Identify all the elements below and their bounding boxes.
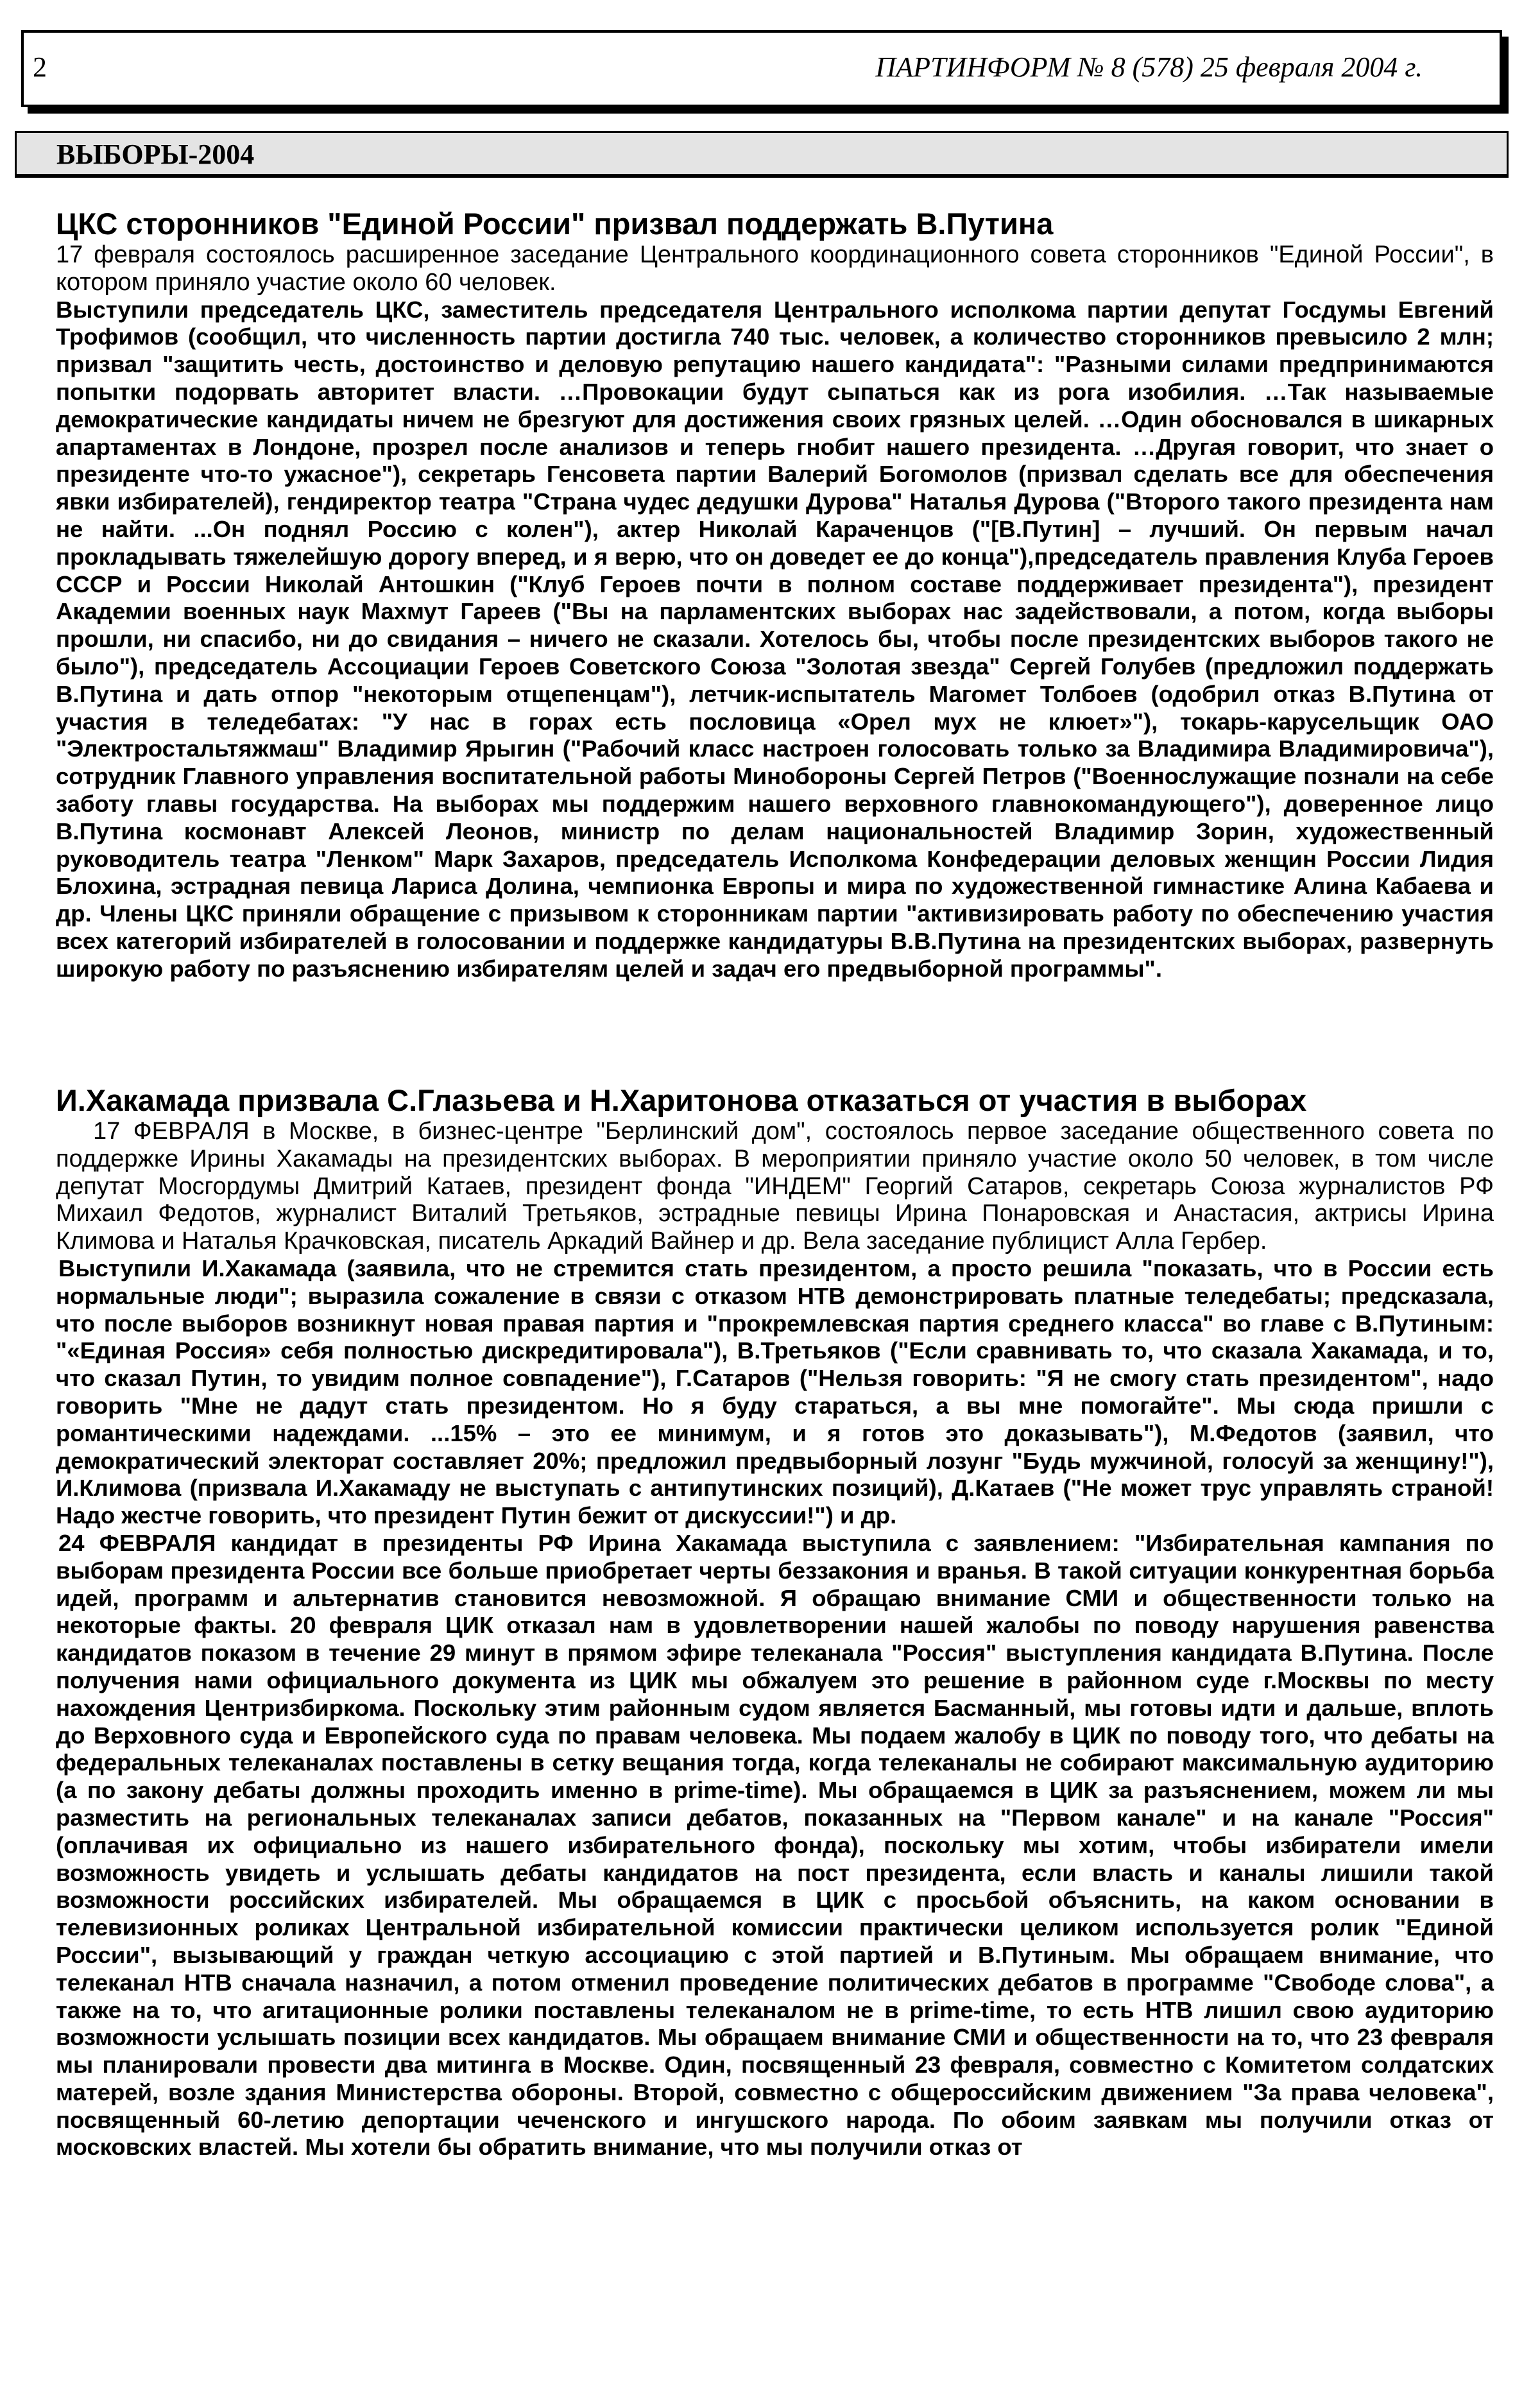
page-header (21, 30, 1502, 107)
article-title: И.Хакамада призвала С.Глазьева и Н.Харитонова отказаться от участия в выборах (56, 1083, 1307, 1117)
article-2 (56, 1083, 1494, 2161)
article-title: ЦКС сторонников "Единой России" призвал поддержать В.Путина (56, 207, 1054, 241)
page-number: 2 (33, 51, 47, 83)
section-banner (15, 131, 1509, 178)
article-paragraph: 17 ФЕВРАЛЯ в Москве, в бизнес-центре "Берлинский дом", состоялось первое заседание общественного совета по поддержке Ирины Хакамады на президентских выборах. В мероприятии приняло участие около 50 человек, в том числе депутат Мосгордумы Дмитрий Катаев, президент фонда "ИНДЕМ" Георгий Сатаров, секретарь Союза журналистов РФ Михаил Федотов, журналист Виталий Третьяков, эстрадные певицы Ирина Понаровская и Анастасия, актрисы Ирина Климова и Наталья Крачковская, писатель Аркадий Вайнер и др. Вела заседание публицист Алла Гербер. (56, 1118, 1494, 1255)
section-title: ВЫБОРЫ-2004 (56, 139, 255, 170)
article-paragraph: 24 ФЕВРАЛЯ кандидат в президенты РФ Ирина Хакамада выступила с заявлением: "Избирательная кампания по выборам президента России все больше приобретает черты беззакония и вранья. В такой ситуации конкурентная борьба идей, программ и альтернатив становится невозможной. Я обращаю внимание СМИ и общественности только на некоторые факты. 20 февраля ЦИК отказал нам в удовлетворении нашей жалобы по поводу нарушения равенства кандидатов показом в течение 29 минут в прямом эфире телеканала "Россия" выступления кандидата В.Путина. После получения нами официального документа из ЦИК мы обжалуем это решение в районном суде г.Москвы по месту нахождения Центризбиркома. Поскольку этим районным судом является Басманный, мы готовы идти и дальше, вплоть до Верховного суда и Европейского суда по правам человека. Мы подаем жалобу в ЦИК по поводу того, что дебаты на федеральных телеканалах поставлены в сетку вещания тогда, когда телеканалы не собирают максимальную аудиторию (а по закону дебаты должны проходить именно в prime-time). Мы обращаемся в ЦИК за разъяснением, можем ли мы разместить на региональных телеканалах записи дебатов, показанных на "Первом канале" и на канале "Россия" (оплачивая их официально из нашего избирательного фонда), поскольку мы хотим, чтобы избиратели имели возможность увидеть и услышать дебаты кандидатов на пост президента, если власть и каналы лишили такой возможности российских избирателей. Мы обращаемся в ЦИК с просьбой объяснить, на каком основании в телевизионных роликах Центральной избирательной комиссии практически целиком используется ролик "Единой России", вызывающий у граждан четкую ассоциацию с этой партией и В.Путиным. Мы обращаем внимание, что телеканал НТВ сначала назначил, а потом отменил проведение политических дебатов в программе "Свободе слова", а также на то, что агитационные ролики поставлены телеканалом не в prime-time, то есть НТВ лишил свою аудиторию возможности услышать позиции всех кандидатов. Мы обращаем внимание СМИ и общественности на то, что 23 февраля мы планировали провести два митинга в Москве. Один, посвященный 23 февраля, совместно с Комитетом солдатских матерей, возле здания Министерства обороны. Второй, совместно с общероссийским движением "За права человека", посвященный 60-летию депортации чеченского и ингушского народа. По обоим заявкам мы получили отказ от московских властей. Мы хотели бы обратить внимание, что мы получили отказ от (56, 1529, 1494, 2161)
article-paragraph: 17 февраля состоялось расширенное заседание Центрального координационного совета сторонников "Единой России", в котором приняло участие около 60 человек. (56, 241, 1494, 296)
article-paragraph: Выступили И.Хакамада (заявила, что не стремится стать президентом, а просто решила "показать, что в России есть нормальные люди"; выразила сожаление в связи с отказом НТВ демонстрировать платные теледебаты; предсказала, что после выборов возникнут новая правая партия и "прокремлевская партия среднего класса" во главе с В.Путиным: "«Единая Россия» себя полностью дискредитировала"), В.Третьяков ("Если сравнивать то, что сказала Хакамада, и то, что сказал Путин, то увидим полное совпадение"), Г.Сатаров ("Нельзя говорить: "Я не смогу стать президентом", надо говорить "Мне не дадут стать президентом. Но я буду стараться, а вы мне помогайте". Мы сюда пришли с романтическими надеждами. ...15% – это ее минимум, и я готов это доказывать"), М.Федотов (заявил, что демократический электорат составляет 20%; предложил предвыборный лозунг "Будь мужчиной, голосуй за женщину!"), И.Климова (призвала И.Хакамаду не выступать с антипутинских позиций), Д.Катаев ("Не может трус управлять страной! Надо жестче говорить, что президент Путин бежит от дискуссии!") и др. (56, 1255, 1494, 1529)
publication-title: ПАРТИНФОРМ № 8 (578) 25 февраля 2004 г. (875, 51, 1423, 83)
article-1 (56, 207, 1494, 983)
article-paragraph: Выступили председатель ЦКС, заместитель председателя Центрального исполкома партии депутат Госдумы Евгений Трофимов (сообщил, что численность партии достигла 740 тыс. человек, а количество сторонников превысило 2 млн; призвал "защитить честь, достоинство и деловую репутацию нашего кандидата": "Разными силами предпринимаются попытки подорвать авторитет власти. …Провокации будут сыпаться как из рога изобилия. …Так называемые демократические кандидаты ничем не брезгуют для достижения своих грязных целей. …Один обосновался в шикарных апартаментах в Лондоне, прозрел после анализов и теперь гнобит нашего президента. …Другая говорит, что знает о президенте что-то ужасное"), секретарь Генсовета партии Валерий Богомолов (призвал сделать все для обеспечения явки избирателей), гендиректор театра "Страна чудес дедушки Дурова" Наталья Дурова ("Второго такого президента нам не найти. ...Он поднял Россию с колен"), актер Николай Караченцов ("[В.Путин] – лучший. Он первым начал прокладывать тяжелейшую дорогу вперед, и я верю, что он доведет ее до конца"),председатель правления Клуба Героев СССР и России Николай Антошкин ("Клуб Героев почти в полном составе поддерживает президента"), президент Академии военных наук Махмут Гареев ("Вы на парламентских выборах нас задействовали, а потом, когда выборы прошли, ни спасибо, ни до свидания – ничего не сказали. Хотелось бы, чтобы после президентских выборов такого не было"), председатель Ассоциации Героев Советского Союза "Золотая звезда" Сергей Голубев (предложил поддержать В.Путина и дать отпор "некоторым отщепенцам"), летчик-испытатель Магомет Толбоев (одобрил отказ В.Путина от участия в теледебатах: "У нас в горах есть пословица «Орел мух не клюет»"), токарь-карусельщик ОАО "Электростальтяжмаш" Владимир Ярыгин ("Рабочий класс настроен голосовать только за Владимира Владимировича"), сотрудник Главного управления воспитательной работы Минобороны Сергей Петров ("Военнослужащие познали на себе заботу главы государства. На выборах мы поддержим нашего верховного главнокомандующего"), доверенное лицо В.Путина космонавт Алексей Леонов, министр по делам национальностей Владимир Зорин, художественный руководитель театра "Ленком" Марк Захаров, председатель Исполкома Конфедерации деловых женщин России Лидия Блохина, эстрадная певица Лариса Долина, чемпионка Европы и мира по художественной гимнастике Алина Кабаева и др. Члены ЦКС приняли обращение с призывом к сторонникам партии "активизировать работу по обеспечению участия всех категорий избирателей в голосовании и поддержке кандидатуры В.В.Путина на президентских выборах, развернуть широкую работу по разъяснению избирателям целей и задач его предвыборной программы". (56, 296, 1494, 982)
